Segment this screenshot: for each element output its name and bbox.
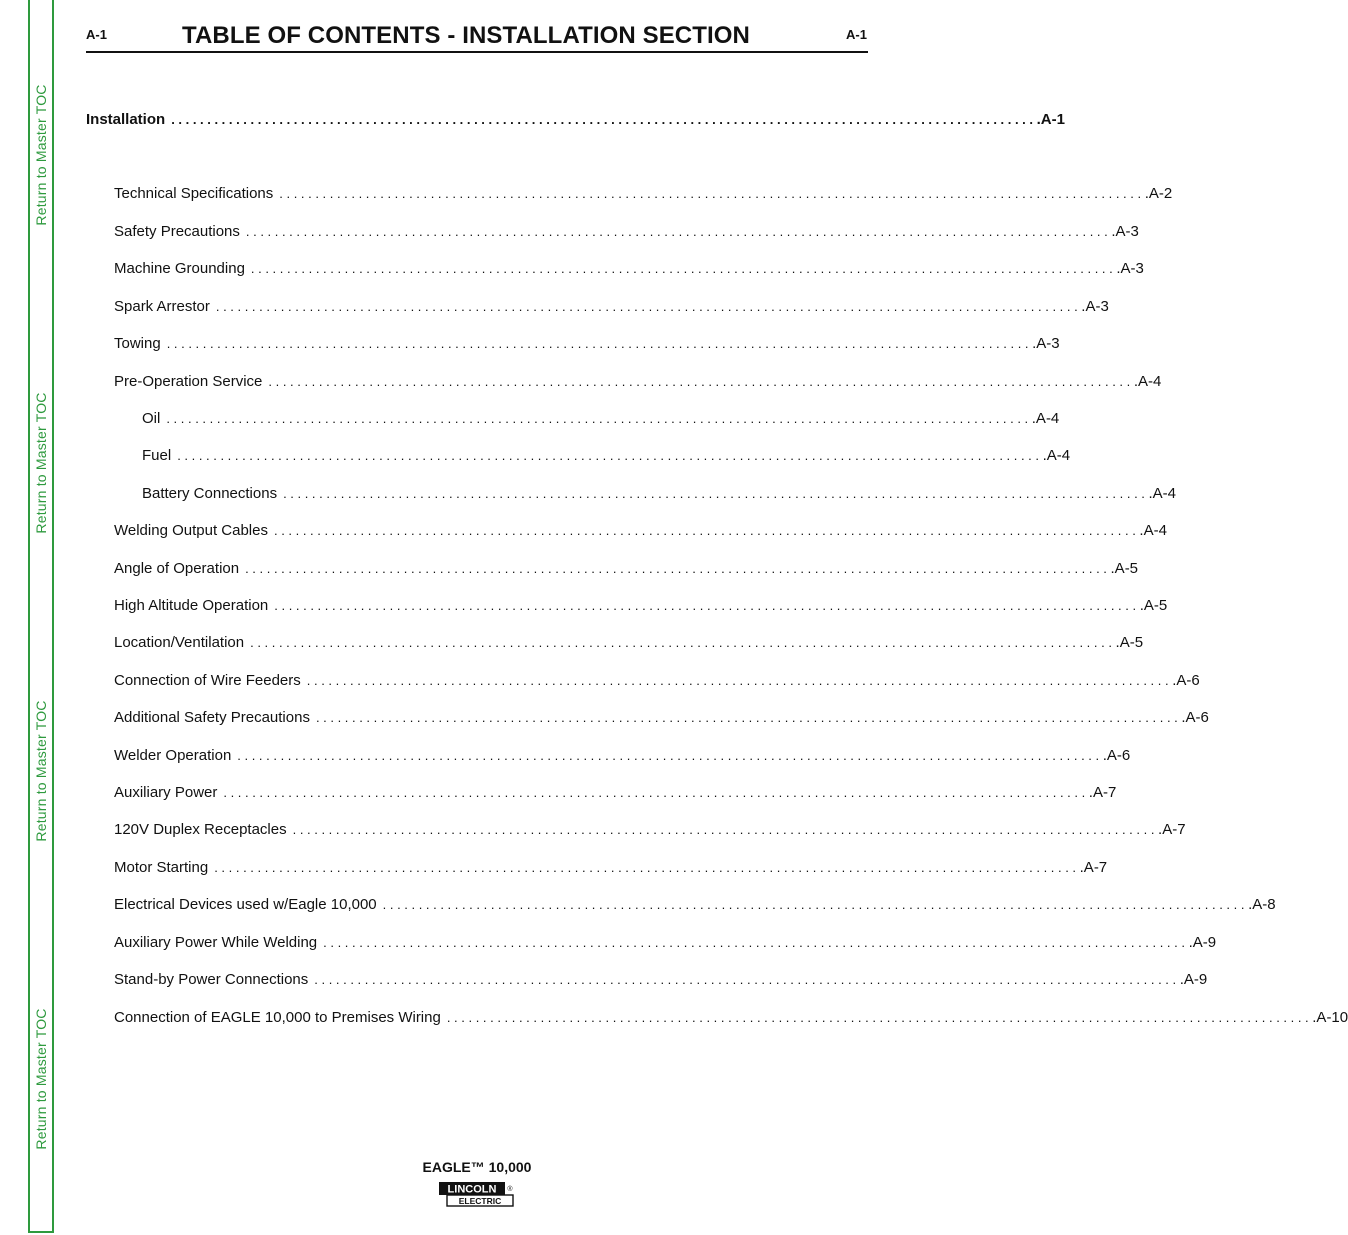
toc-entry[interactable]: [114, 185, 1173, 203]
return-link-text[interactable]: Return to Master TOC: [33, 1008, 49, 1150]
toc-entry[interactable]: [114, 223, 1139, 241]
toc-entry[interactable]: [114, 709, 1209, 727]
lincoln-electric-logo: [438, 1180, 516, 1208]
toc-entry-label: Electrical Devices used w/Eagle 10,000: [114, 896, 377, 913]
toc-entry[interactable]: [114, 298, 1109, 316]
toc-entry-page: .A-9: [1188, 934, 1217, 951]
toc-leader-dots: ........................................................................................................................: [279, 186, 1145, 201]
toc-entry-page: .A-9: [1179, 971, 1208, 988]
toc-leader-dots: ........................................................................................................................: [273, 523, 1140, 538]
toc-entry-label: Pre-Operation Service: [114, 373, 263, 390]
toc-entry[interactable]: [114, 672, 1200, 690]
toc-leader-dots: ........................................................................................................................: [382, 897, 1249, 912]
toc-entry-page: .A-7: [1088, 784, 1117, 801]
toc-leader-dots: ........................................................................................................................: [283, 486, 1149, 501]
toc-entry-page: .A-4: [1139, 522, 1167, 539]
toc-entry-page: .A-2: [1144, 185, 1173, 202]
toc-entry-page: .A-7: [1158, 821, 1186, 838]
toc-entry[interactable]: [114, 522, 1167, 540]
toc-entry-page: .A-3: [1081, 298, 1109, 315]
toc-entry-page: .A-4: [1042, 447, 1071, 464]
toc-entry-label: Welder Operation: [114, 747, 232, 764]
toc-leader-dots: ........................................................................................................................: [245, 224, 1112, 239]
toc-entry-page: .A-8: [1248, 896, 1276, 913]
logo-registered-mark: ®: [507, 1186, 513, 1193]
toc-entry-page: .A-10: [1312, 1009, 1348, 1026]
logo-bottom-text: ELECTRIC: [458, 1196, 502, 1206]
toc-entry[interactable]: [114, 859, 1108, 877]
return-link-text[interactable]: Return to Master TOC: [33, 392, 49, 534]
toc-entry[interactable]: [114, 821, 1186, 839]
toc-entry[interactable]: [114, 1009, 1348, 1027]
toc-entry[interactable]: [114, 971, 1208, 989]
section-code-left: A-1: [86, 27, 107, 42]
toc-leader-dots: ........................................................................................................................: [306, 673, 1173, 688]
toc-entry-label: Battery Connections: [142, 485, 278, 502]
toc-entry-label: Connection of EAGLE 10,000 to Premises Wiring: [114, 1009, 441, 1026]
toc-entry-page: .A-3: [1116, 260, 1144, 277]
toc-entry-label: Stand-by Power Connections: [114, 971, 309, 988]
toc-leader-dots: ........................................................................................................................: [177, 448, 1043, 463]
toc-leader-dots: ........................................................................................................................: [237, 748, 1103, 763]
toc-entry[interactable]: [114, 634, 1144, 652]
toc-leader-dots: ........................................................................................................................: [250, 261, 1117, 276]
toc-leader-dots: ........................................................................................................................: [245, 561, 1111, 576]
toc-entry-label: Machine Grounding: [114, 260, 245, 277]
toc-entry-page: .A-3: [1032, 335, 1060, 352]
toc-entry-label: Fuel: [142, 447, 172, 464]
toc-entry[interactable]: [114, 784, 1117, 802]
toc-leader-dots: ........................................................................................................................: [166, 336, 1033, 351]
toc-entry-page: .A-6: [1181, 709, 1209, 726]
toc-leader-dots: ........................................................................................................................: [268, 374, 1134, 389]
toc-entry[interactable]: [114, 373, 1162, 391]
toc-leader-dots: ........................................................................................................................: [214, 860, 1080, 875]
toc-entry[interactable]: [142, 485, 1177, 503]
page-title: TABLE OF CONTENTS - INSTALLATION SECTION: [182, 22, 750, 49]
toc-entry[interactable]: [114, 747, 1131, 765]
toc-entry[interactable]: [142, 410, 1060, 428]
toc-leader-dots: ........................................................................................................................: [292, 822, 1159, 837]
toc-entry-label: Auxiliary Power While Welding: [114, 934, 318, 951]
header-rule: [86, 51, 868, 53]
toc-entry-label: Angle of Operation: [114, 560, 240, 577]
toc-entry-page: .A-5: [1139, 597, 1168, 614]
toc-entry-label: High Altitude Operation: [114, 597, 269, 614]
toc-leader-dots: ........................................................................................................................: [215, 299, 1082, 314]
toc-entry-label: Towing: [114, 335, 161, 352]
toc-entry-label: Safety Precautions: [114, 223, 240, 240]
toc-leader-dots: ........................................................................................................................: [323, 935, 1189, 950]
toc-entry[interactable]: [114, 934, 1217, 952]
toc-entry[interactable]: [86, 111, 1065, 129]
toc-leader-dots: ........................................................................................................................: [446, 1010, 1313, 1025]
toc-entry-page: .A-6: [1172, 672, 1200, 689]
return-link-text[interactable]: Return to Master TOC: [33, 700, 49, 842]
toc-entry-page: .A-1: [1036, 111, 1065, 128]
toc-entry-label: Additional Safety Precautions: [114, 709, 310, 726]
toc-leader-dots: ........................................................................................................................: [315, 710, 1182, 725]
toc-entry-label: Connection of Wire Feeders: [114, 672, 301, 689]
toc-entry-label: Auxiliary Power: [114, 784, 218, 801]
toc-entry-label: Spark Arrestor: [114, 298, 210, 315]
toc-entry-page: .A-5: [1115, 634, 1144, 651]
toc-entry-label: Motor Starting: [114, 859, 209, 876]
toc-entry-label: Oil: [142, 410, 161, 427]
toc-entry[interactable]: [114, 560, 1139, 578]
toc-entry-page: .A-5: [1110, 560, 1139, 577]
toc-entry-label: Location/Ventilation: [114, 634, 245, 651]
toc-entry-page: .A-7: [1079, 859, 1108, 876]
toc-leader-dots: ........................................................................................................................: [250, 635, 1116, 650]
return-link-text[interactable]: Return to Master TOC: [33, 84, 49, 226]
toc-leader-dots: ........................................................................................................................: [223, 785, 1089, 800]
toc-entry-label: Installation: [86, 111, 166, 128]
toc-entry-label: Technical Specifications: [114, 185, 274, 202]
logo-top-text: LINCOLN: [447, 1183, 497, 1196]
toc-entry[interactable]: [114, 260, 1144, 278]
toc-entry-page: .A-4: [1148, 485, 1177, 502]
toc-entry-label: Welding Output Cables: [114, 522, 268, 539]
toc-entry-page: .A-4: [1133, 373, 1162, 390]
toc-entry[interactable]: [142, 447, 1071, 465]
product-model: EAGLE™ 10,000: [422, 1159, 532, 1175]
toc-entry[interactable]: [114, 896, 1276, 914]
toc-entry[interactable]: [114, 335, 1060, 353]
toc-entry-page: .A-6: [1102, 747, 1131, 764]
toc-entry-label: 120V Duplex Receptacles: [114, 821, 287, 838]
toc-entry[interactable]: [114, 597, 1168, 615]
section-code-right: A-1: [846, 27, 867, 42]
toc-leader-dots: ........................................................................................................................: [274, 598, 1140, 613]
toc-entry-page: .A-4: [1031, 410, 1060, 427]
toc-leader-dots: ........................................................................................................................: [314, 972, 1180, 987]
toc-leader-dots: ........................................................................................................................: [171, 112, 1037, 127]
toc-entry-page: .A-3: [1111, 223, 1139, 240]
toc-leader-dots: ........................................................................................................................: [166, 411, 1032, 426]
